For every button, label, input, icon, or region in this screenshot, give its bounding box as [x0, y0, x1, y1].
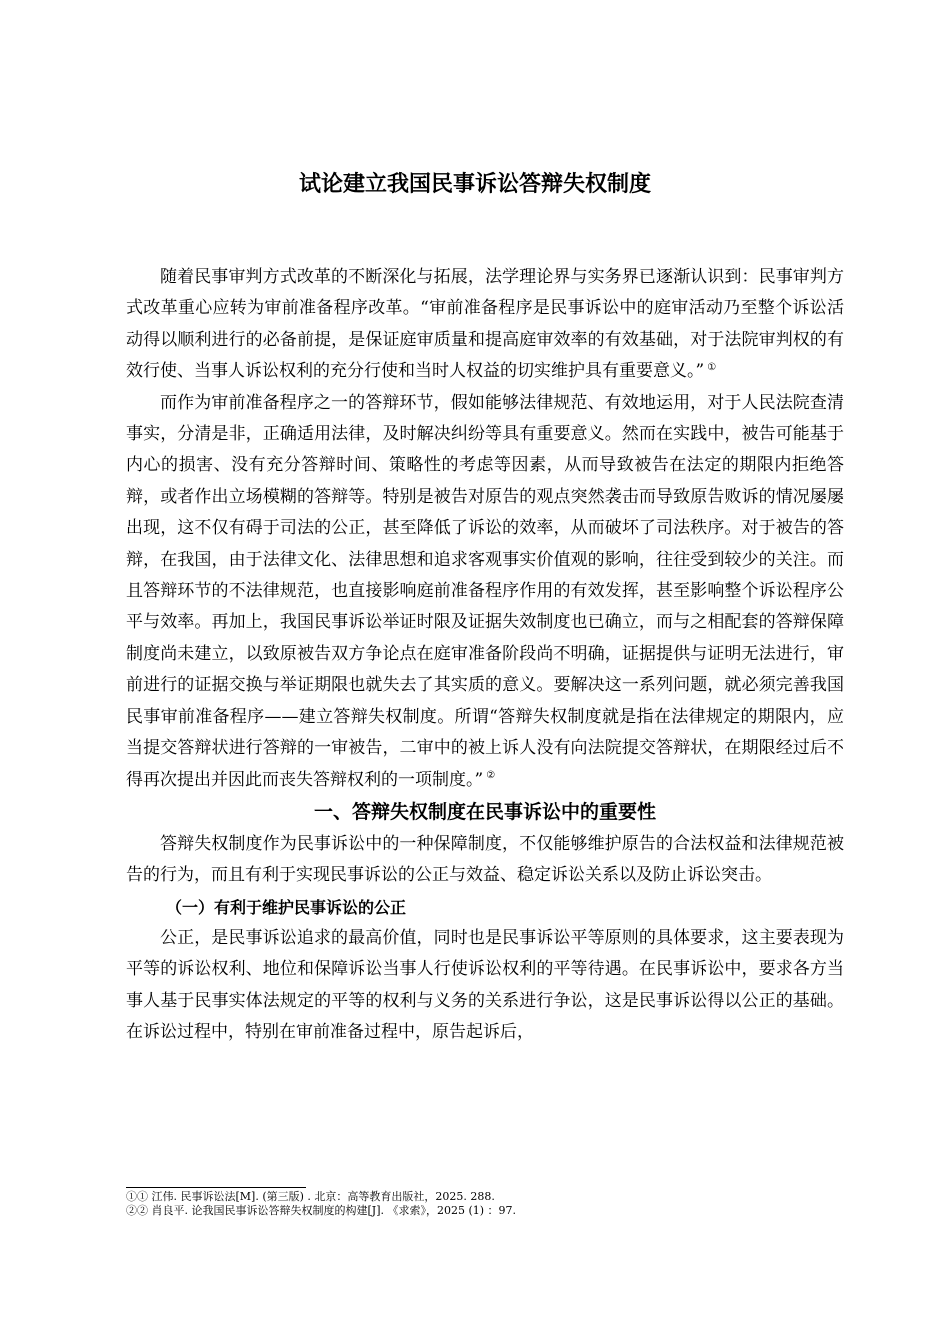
footnote-ref-1[interactable]: ①: [707, 361, 717, 373]
paragraph-answer-stage: [126, 388, 844, 796]
paragraph-fairness: 公正，是民事诉讼追求的最高价值，同时也是民事诉讼平等原则的具体要求，这主要表现为平等的诉讼权利、地位和保障诉讼当事人行使诉讼权利的平等待遇。在民事诉讼中，要求各方当事人基于民事实体法规定的平等的权利与义务的关系进行争讼，这是民事诉讼得以公正的基础。在诉讼过程中，特别在审前准备过程中，原告起诉后，: [126, 927, 844, 1042]
document-body: [126, 262, 844, 1048]
footnote-separator: [126, 1187, 306, 1188]
footnote-1: ①① 江伟. 民事诉讼法[M]. (第三版) . 北京：高等教育出版社，2025. 288.: [126, 1190, 495, 1203]
paragraph-section1-intro: 答辩失权制度作为民事诉讼中的一种保障制度，不仅能够维护原告的合法权益和法律规范被告的行为，而且有利于实现民事诉讼的公正与效益、稳定诉讼关系以及防止诉讼突击。: [126, 833, 844, 886]
footnote-ref-2[interactable]: ②: [486, 769, 496, 781]
paragraph-text: 而作为审前准备程序之一的答辩环节，假如能够法律规范、有效地运用，对于人民法院查清事实，分清是非，正确适用法律，及时解决纠纷等具有重要意义。然而在实践中，被告可能基于内心的损害、没有充分答辩时间、策略性的考虑等因素，从而导致被告在法定的期限内拒绝答辩，或者作出立场模糊的答辩等。特别是被告对原告的观点突然袭击而导致原告败诉的情况屡屡出现，这不仅有碍于司法的公正，甚至降低了诉讼的效率，从而破坏了司法秩序。对于被告的答辩，在我国，由于法律文化、法律思想和追求客观事实价值观的影响，往往受到较少的关注。而且答辩环节的不法律规范，也直接影响庭前准备程序作用的有效发挥，甚至影响整个诉讼程序公平与效率。再加上，我国民事诉讼举证时限及证据失效制度也已确立，而与之相配套的答辩保障制度尚未建立，以致原被告双方争论点在庭审准备阶段尚不明确，证据提供与证明无法进行，审前进行的证据交换与举证期限也就失去了其实质的意义。要解决这一系列问题，就必须完善我国民事审前准备程序——建立答辩失权制度。所谓“答辩失权制度就是指在法律规定的期限内，应当提交答辩状进行答辩的一审被告，二审中的被上诉人没有向法院提交答辩状，在期限经过后不得再次提出并因此而丧失答辩权利的一项制度。”: [126, 392, 844, 790]
document-title: 试论建立我国民事诉讼答辩失权制度: [298, 172, 651, 197]
section-heading-1: 一、答辩失权制度在民事诉讼中的重要性: [313, 800, 656, 823]
subsection-heading-1: （一）有利于维护民事诉讼的公正: [166, 897, 407, 917]
footnote-2: ②② 肖良平. 论我国民事诉讼答辩失权制度的构建[J]. 《求索》，2025 (1) ：97.: [126, 1204, 517, 1217]
footnotes: [126, 1190, 844, 1218]
paragraph-text: 随着民事审判方式改革的不断深化与拓展，法学理论界与实务界已逐渐认识到：民事审判方式改革重心应转为审前准备程序改革。“审前准备程序是民事诉讼中的庭审活动乃至整个诉讼活动得以顺利进行的必备前提，是保证庭审质量和提高庭审效率的有效基础，对于法院审判权的有效行使、当事人诉讼权利的充分行使和当时人权益的切实维护具有重要意义。”: [126, 267, 844, 382]
paragraph-intro: [126, 262, 844, 388]
